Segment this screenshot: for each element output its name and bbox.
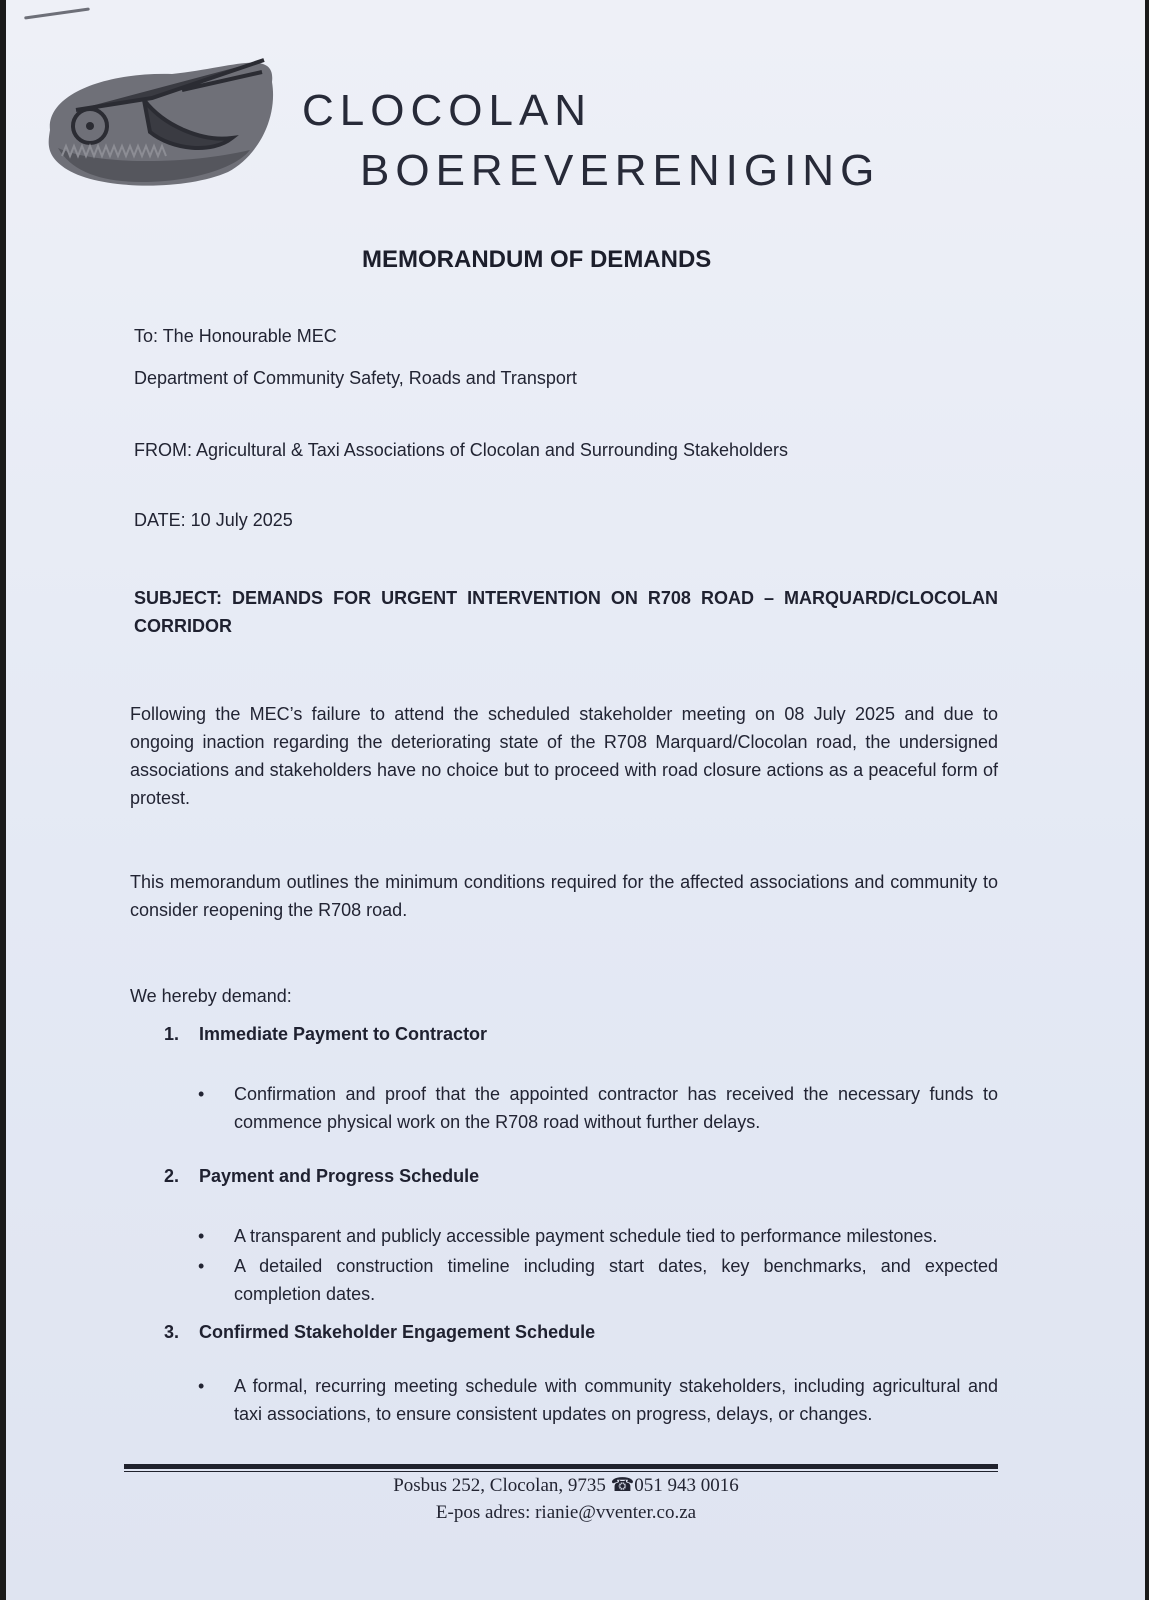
bullet-icon: •: [198, 1226, 205, 1246]
memorandum-page: [6, 0, 1145, 1600]
demand-bullet: [198, 1372, 998, 1428]
bullet-text: A transparent and publicly accessible payment schedule tied to performance milestones.: [234, 1226, 938, 1246]
staple: [24, 7, 90, 19]
intro-paragraph: Following the MEC’s failure to attend the scheduled stakeholder meeting on 08 July 2025 and due to ongoing inaction regarding the deteriorating state of the R708 Marquard/Clocolan road, the undersigned associations and stakeholders have no choice but to proceed with road closure actions as a peaceful form of protest.: [130, 704, 998, 808]
footer-email: E-pos adres: rianie@vventer.co.za: [435, 1502, 697, 1523]
recipient-line: To: The Honourable MEC: [134, 326, 337, 346]
demand-heading: [164, 1166, 479, 1187]
bullet-icon: •: [198, 1084, 205, 1104]
bullet-text: Confirmation and proof that the appointed contractor has received the necessary funds to commence physical work on the R708 road without further delays.: [234, 1084, 998, 1132]
demand-bullet: [198, 1252, 998, 1308]
demand-number: 2.: [164, 1166, 180, 1186]
demand-heading: [164, 1024, 487, 1045]
demand-number: 3.: [164, 1322, 180, 1342]
organisation-name-line2: BOEREVERENIGING: [360, 146, 881, 195]
date-line: DATE: 10 July 2025: [134, 510, 293, 530]
bullet-text: A detailed construction timeline including start dates, key benchmarks, and expected completion dates.: [234, 1256, 998, 1304]
demand-intro: We hereby demand:: [130, 986, 292, 1006]
bullet-icon: •: [198, 1256, 205, 1276]
footer-divider-thin: [124, 1471, 998, 1472]
demand-title: Payment and Progress Schedule: [199, 1166, 480, 1186]
demand-bullet: [198, 1222, 998, 1250]
demand-title: Confirmed Stakeholder Engagement Schedule: [199, 1322, 596, 1342]
department-line: Department of Community Safety, Roads and Transport: [134, 368, 577, 388]
footer-divider: [124, 1464, 998, 1469]
plough-icon: [32, 38, 284, 190]
document-title: MEMORANDUM OF DEMANDS: [362, 246, 712, 273]
subject-line: SUBJECT: DEMANDS FOR URGENT INTERVENTION ON R708 ROAD – MARQUARD/CLOCOLAN CORRIDOR: [134, 588, 998, 636]
demand-title: Immediate Payment to Contractor: [199, 1024, 488, 1044]
bullet-icon: •: [198, 1376, 205, 1396]
demand-bullet: [198, 1080, 998, 1136]
bullet-text: A formal, recurring meeting schedule with community stakeholders, including agricultural and taxi associations, to ensure consistent updates on progress, delays, or changes.: [234, 1376, 998, 1424]
demand-number: 1.: [164, 1024, 180, 1044]
from-line: FROM: Agricultural & Taxi Associations of Clocolan and Surrounding Stakeholders: [134, 440, 789, 460]
footer-address: Posbus 252, Clocolan, 9735 ☎051 943 0016: [393, 1475, 739, 1496]
organisation-name-line1: CLOCOLAN: [302, 86, 593, 135]
demand-heading: [164, 1322, 595, 1343]
purpose-paragraph: This memorandum outlines the minimum conditions required for the affected associations and community to consider reopening the R708 road.: [130, 872, 998, 920]
